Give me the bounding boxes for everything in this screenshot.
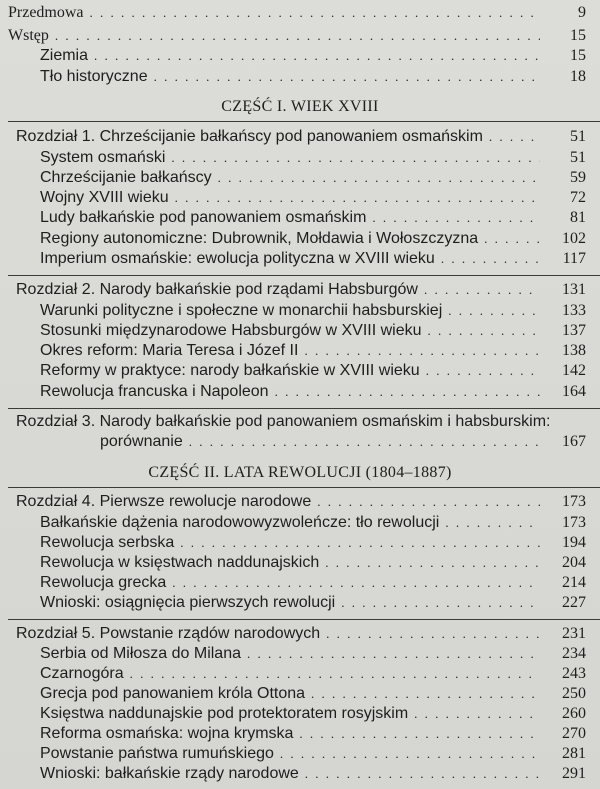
leader-dots	[172, 574, 540, 592]
toc-chapter-3-cont	[100, 433, 586, 451]
leader-dots	[275, 383, 540, 401]
page-number: 51	[570, 128, 586, 145]
leader-dots	[325, 554, 540, 572]
divider	[8, 408, 600, 409]
toc-section	[40, 322, 586, 340]
page-number: 214	[562, 574, 586, 591]
toc-section	[40, 745, 586, 763]
chapter-title: Rozdział 5. Powstanie rządów narodowych	[16, 625, 321, 642]
leader-dots	[445, 514, 540, 532]
section-title: Chrześcijanie bałkańscy	[40, 169, 212, 186]
leader-dots	[180, 534, 540, 552]
leader-dots	[189, 433, 540, 451]
page-number: 291	[562, 765, 586, 782]
toc-section	[40, 685, 586, 703]
leader-dots	[484, 230, 540, 248]
leader-dots	[311, 685, 540, 703]
section-title: Warunki polityczne i społeczne w monarchii habsburskiej	[40, 302, 443, 319]
page-number: 72	[570, 189, 586, 206]
chapter-title: Rozdział 2. Narody bałkańskie pod rządami Habsburgów	[16, 281, 418, 298]
page-number: 15	[570, 47, 586, 64]
divider	[8, 487, 600, 488]
page-number: 234	[562, 645, 586, 662]
section-title: Księstwa naddunajskie pod protektoratem rosyjskim	[40, 705, 409, 722]
leader-dots	[130, 665, 540, 683]
section-title: Powstanie państwa rumuńskiego	[40, 745, 274, 762]
leader-dots	[372, 209, 540, 227]
chapter-title: Rozdział 1. Chrześcijanie bałkańscy pod panowaniem osmańskim	[16, 128, 483, 145]
entry-title: Przedmowa	[8, 4, 84, 21]
page-number: 137	[562, 322, 586, 339]
section-title: Rewolucja francuska i Napoleon	[40, 383, 269, 400]
toc-section	[40, 302, 586, 320]
page-number: 131	[562, 281, 586, 298]
page-number: 173	[562, 514, 586, 531]
leader-dots	[94, 47, 540, 65]
toc-section	[40, 725, 586, 743]
section-title: Regiony autonomiczne: Dubrownik, Mołdawia i Wołoszczyzna	[40, 230, 479, 247]
toc-entry-wstep	[8, 27, 586, 45]
toc-section	[40, 665, 586, 683]
page-number: 243	[562, 665, 586, 682]
section-title: Serbia od Miłosza do Milana	[40, 645, 241, 662]
section-title: Imperium osmańskie: ewolucja polityczna w XVIII wieku	[40, 250, 435, 267]
section-title: Reformy w praktyce: narody bałkańskie w XVIII wieku	[40, 362, 420, 379]
page-number: 133	[562, 302, 586, 319]
section-title: Wojny XVIII wieku	[40, 189, 169, 206]
toc-section	[40, 534, 586, 552]
page-number: 138	[562, 342, 586, 359]
page-number: 164	[562, 383, 586, 400]
divider	[8, 619, 600, 620]
leader-dots	[55, 27, 540, 45]
leader-dots	[426, 362, 540, 380]
page-number: 173	[562, 493, 586, 510]
page-number: 102	[562, 230, 586, 247]
toc-section	[40, 230, 586, 248]
page-number: 59	[570, 169, 586, 186]
leader-dots	[299, 725, 540, 743]
section-title: Rewolucja w księstwach naddunajskich	[40, 554, 320, 571]
leader-dots	[247, 645, 540, 663]
toc-section	[40, 250, 586, 268]
section-title: Ludy bałkańskie pod panowaniem osmańskim	[40, 209, 367, 226]
entry-title: Ziemia	[40, 47, 89, 64]
toc-section	[40, 594, 586, 612]
leader-dots	[218, 169, 540, 187]
page-number: 231	[562, 625, 586, 642]
section-title: Rewolucja serbska	[40, 534, 175, 551]
toc-entry-ziemia	[40, 47, 586, 65]
chapter-title-cont: porównanie	[100, 433, 183, 450]
toc-entry-przedmowa	[8, 4, 586, 22]
chapter-title: Rozdział 4. Pierwsze rewolucje narodowe	[16, 493, 312, 510]
toc-chapter-5	[16, 625, 586, 643]
leader-dots	[280, 745, 540, 763]
divider	[8, 275, 600, 276]
page-number: 167	[562, 433, 586, 450]
page-number: 51	[570, 149, 586, 166]
section-title: Reforma osmańska: wojna krymska	[40, 725, 294, 742]
leader-dots	[428, 322, 540, 340]
page-number: 117	[562, 250, 586, 267]
leader-dots	[304, 342, 540, 360]
toc-section	[40, 169, 586, 187]
leader-dots	[326, 625, 540, 643]
toc-section	[40, 705, 586, 723]
toc-chapter-4	[16, 493, 586, 511]
toc-chapter-2	[16, 281, 586, 299]
toc-section	[40, 149, 586, 167]
leader-dots	[489, 128, 540, 146]
toc-section	[40, 342, 586, 360]
toc-section	[40, 362, 586, 380]
section-title: System osmański	[40, 149, 166, 166]
leader-dots	[171, 149, 540, 167]
section-title: Okres reform: Maria Teresa i Józef II	[40, 342, 299, 359]
leader-dots	[90, 4, 540, 22]
leader-dots	[341, 594, 540, 612]
leader-dots	[448, 302, 540, 320]
toc-chapter-1	[16, 128, 586, 146]
section-title: Wnioski: bałkańskie rządy narodowe	[40, 765, 299, 782]
section-title: Rewolucja grecka	[40, 574, 167, 591]
page-number: 9	[578, 4, 586, 21]
toc-entry-tlo	[40, 68, 586, 86]
toc-chapter-3	[16, 413, 586, 431]
page-number: 194	[562, 534, 586, 551]
toc-section	[40, 189, 586, 207]
section-title: Bałkańskie dążenia narodowowyzwoleńcze: tło rewolucji	[40, 514, 440, 531]
page-number: 250	[562, 685, 586, 702]
leader-dots	[175, 189, 540, 207]
page-number: 227	[562, 594, 586, 611]
toc-section	[40, 514, 586, 532]
leader-dots	[424, 281, 540, 299]
leader-dots	[441, 250, 540, 268]
toc-section	[40, 554, 586, 572]
page-number: 15	[570, 27, 586, 44]
toc-section	[40, 574, 586, 592]
toc-section	[40, 645, 586, 663]
toc-section	[40, 209, 586, 227]
toc-section	[40, 765, 586, 783]
page-number: 270	[562, 725, 586, 742]
leader-dots	[305, 765, 540, 783]
page-number: 204	[562, 554, 586, 571]
page-number: 281	[562, 745, 586, 762]
leader-dots	[414, 705, 540, 723]
section-title: Grecja pod panowaniem króla Ottona	[40, 685, 306, 702]
page-number: 81	[570, 209, 586, 226]
chapter-title: Rozdział 3. Narody bałkańskie pod panowaniem osmańskim i habsburskim:	[16, 413, 551, 430]
leader-dots	[317, 493, 540, 511]
section-title: Stosunki międzynarodowe Habsburgów w XVIII wieku	[40, 322, 422, 339]
leader-dots	[154, 68, 540, 86]
entry-title: Tło historyczne	[40, 68, 148, 85]
divider	[8, 121, 600, 122]
entry-title: Wstęp	[8, 27, 49, 44]
part-heading: CZĘŚĆ I. WIEK XVIII	[221, 98, 379, 115]
section-title: Czarnogóra	[40, 665, 124, 682]
page-number: 260	[562, 705, 586, 722]
toc-section	[40, 383, 586, 401]
part-heading: CZĘŚĆ II. LATA REWOLUCJI (1804–1887)	[148, 464, 452, 481]
section-title: Wnioski: osiągnięcia pierwszych rewolucji	[40, 594, 336, 611]
page-number: 18	[570, 68, 586, 85]
page-number: 142	[562, 362, 586, 379]
